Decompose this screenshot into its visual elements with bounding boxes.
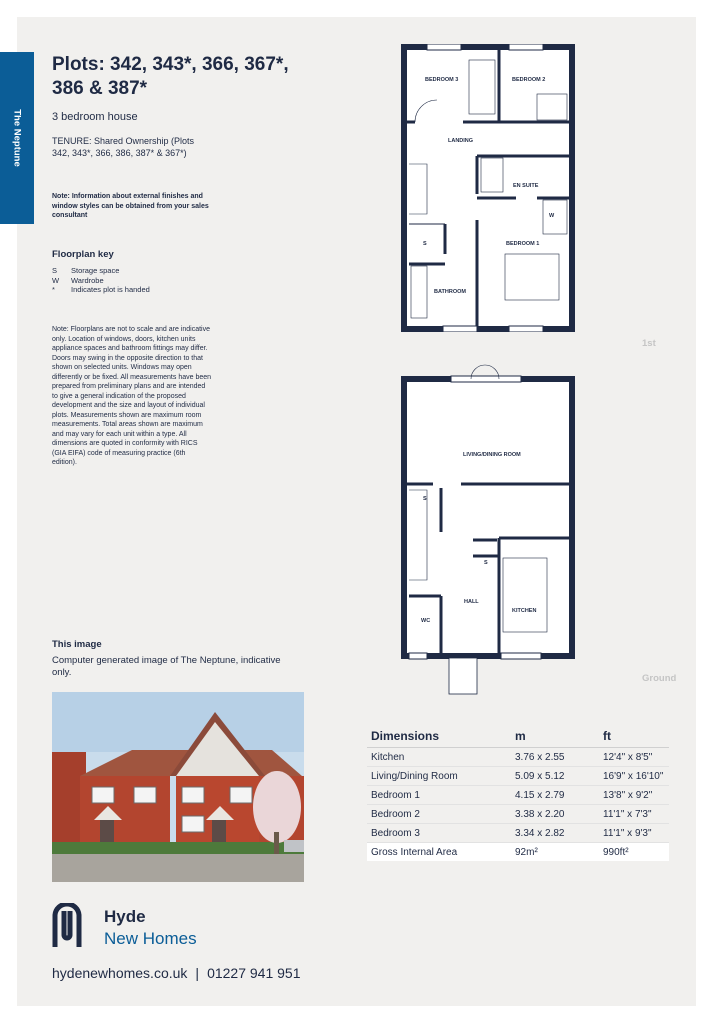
imperial-size: 990ft² <box>599 843 669 862</box>
room-name: Bedroom 1 <box>367 786 511 805</box>
side-tab <box>0 52 34 224</box>
imperial-size: 11'1" x 7'3" <box>599 805 669 824</box>
key-symbol: S <box>52 266 58 275</box>
table-row <box>367 805 669 824</box>
room-name: Living/Dining Room <box>367 767 511 786</box>
room-label: LIVING/DINING ROOM <box>463 452 521 458</box>
room-label: EN SUITE <box>513 183 539 189</box>
side-tab-label: The Neptune <box>11 109 23 167</box>
metric-size: 3.34 x 2.82 <box>511 824 599 843</box>
floorplan-key-title: Floorplan key <box>52 249 114 260</box>
hyde-logo <box>52 903 202 951</box>
table-row <box>367 786 669 805</box>
first-floor-plan <box>401 44 575 332</box>
room-name: Gross Internal Area <box>367 843 511 862</box>
table-row <box>367 748 669 767</box>
house-illustration <box>52 692 304 882</box>
logo-division: New Homes <box>104 929 197 948</box>
room-label: BATHROOM <box>434 289 466 295</box>
image-section-title: This image <box>52 639 102 650</box>
column-header: m <box>511 727 599 748</box>
metric-size: 3.38 x 2.20 <box>511 805 599 824</box>
disclaimer-text: Note: Floorplans are not to scale and are indicative only. Location of windows, doors, kitchen units appliance spaces and bathroom fittings may differ. Doors may swing in the opposite direction to that shown on selected units. Windows may open differently or be fixed. All measurements have been prepared from preliminary plans and are intended to give a general indication of the proposed development and the size and layout of individual plots. Measurements shown are maximum room measurements. Total areas shown are maximum and may vary for each unit within a type. All dimensions are quoted in conformity with RICS (GIA EIFA) code of measuring practice (6th edition). <box>52 326 212 466</box>
metric-size: 4.15 x 2.79 <box>511 786 599 805</box>
house-photo <box>52 692 304 882</box>
room-name: Kitchen <box>367 748 511 767</box>
table-header-row <box>367 727 669 748</box>
website-link[interactable]: hydenewhomes.co.uk <box>52 965 188 981</box>
key-label: Indicates plot is handed <box>71 285 150 294</box>
key-item <box>52 276 150 286</box>
key-symbol: W <box>52 275 60 285</box>
tenure-text: TENURE: Shared Ownership (Plots 342, 343*, 366, 386, 387* & 367*) <box>52 136 195 158</box>
key-item <box>52 266 150 276</box>
room-label: BEDROOM 3 <box>425 77 459 83</box>
metric-size: 92m² <box>511 843 599 862</box>
image-caption: Computer generated image of The Neptune, indicative only. <box>52 655 281 678</box>
room-label: KITCHEN <box>512 608 537 614</box>
key-symbol: * <box>52 285 55 294</box>
table-row <box>367 824 669 843</box>
room-label: S <box>423 496 427 502</box>
room-label: S <box>423 241 427 247</box>
hyde-logo-icon <box>52 903 82 947</box>
imperial-size: 13'8" x 9'2" <box>599 786 669 805</box>
room-name: Bedroom 2 <box>367 805 511 824</box>
table-row <box>367 767 669 786</box>
room-name: Bedroom 3 <box>367 824 511 843</box>
page-title: Plots: 342, 343*, 366, 367*, 386 & 387* <box>52 54 289 99</box>
room-label: W <box>549 213 555 219</box>
room-label: BEDROOM 2 <box>512 77 546 83</box>
floor-label-ground: Ground <box>642 673 677 684</box>
room-label: LANDING <box>448 138 474 144</box>
table-row-total <box>367 843 669 862</box>
finishes-note: Note: Information about external finishes and window styles can be obtained from your sales consultant <box>52 193 209 219</box>
imperial-size: 12'4" x 8'5" <box>599 748 669 767</box>
contact-separator: | <box>195 965 200 981</box>
contact-line <box>52 965 301 981</box>
imperial-size: 11'1" x 9'3" <box>599 824 669 843</box>
phone-number[interactable]: 01227 941 951 <box>207 965 301 981</box>
key-label: Wardrobe <box>71 275 104 285</box>
key-label: Storage space <box>71 266 120 275</box>
metric-size: 5.09 x 5.12 <box>511 767 599 786</box>
imperial-size: 16'9" x 16'10" <box>599 767 669 786</box>
room-label: S <box>484 560 488 566</box>
column-header: Dimensions <box>367 727 511 748</box>
metric-size: 3.76 x 2.55 <box>511 748 599 767</box>
room-label: BEDROOM 1 <box>506 241 540 247</box>
floorplan-key <box>52 266 150 295</box>
room-label: WC <box>421 618 431 624</box>
key-item <box>52 285 150 295</box>
dimensions-table <box>367 727 669 861</box>
ground-floor-plan <box>401 360 575 700</box>
logo-name: Hyde <box>104 907 146 926</box>
room-label: HALL <box>464 599 479 605</box>
house-type: 3 bedroom house <box>52 111 138 123</box>
column-header: ft <box>599 727 669 748</box>
floor-label-first: 1st <box>642 338 656 349</box>
